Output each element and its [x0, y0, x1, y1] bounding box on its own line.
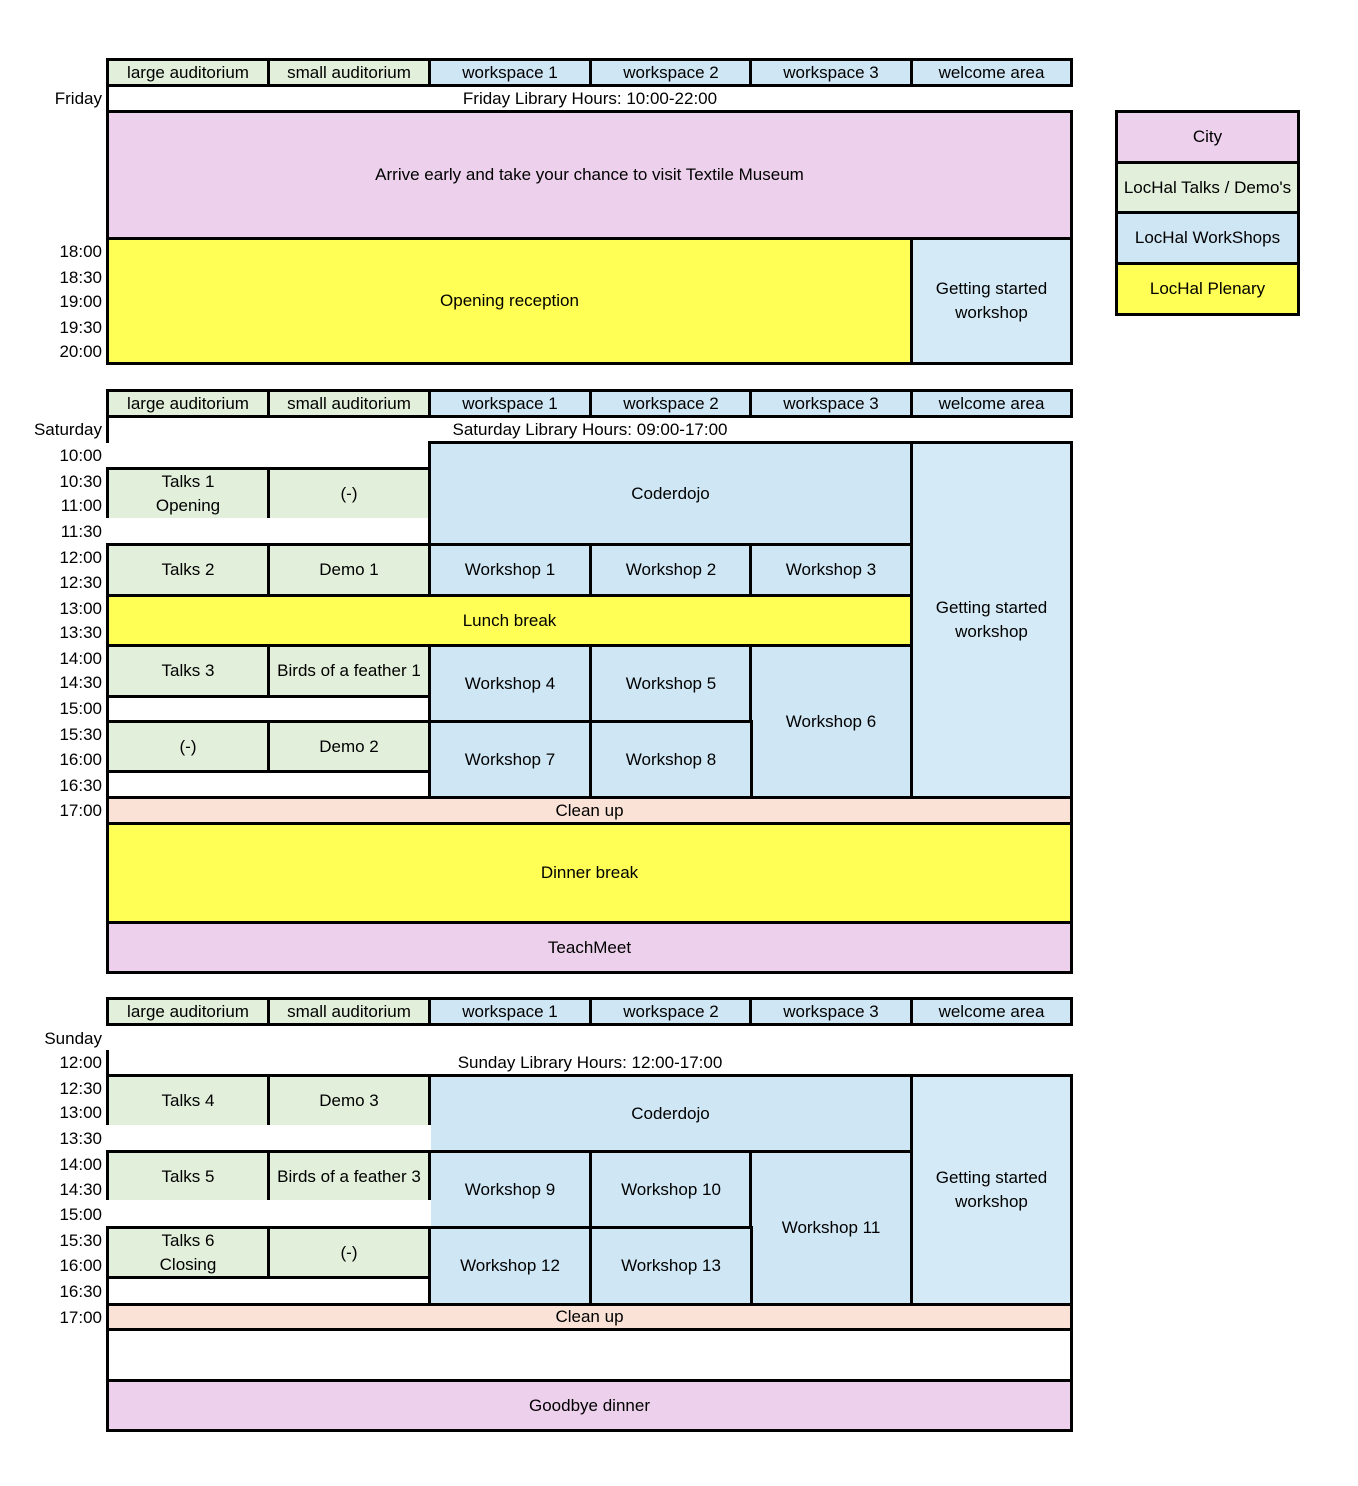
workshop-5: Workshop 5: [589, 644, 753, 723]
time-label: 13:30: [59, 1129, 102, 1148]
column-header-welcome-area: welcome area: [910, 389, 1073, 418]
workshop-12: Workshop 12: [428, 1226, 592, 1306]
talks-6-closing: Talks 6 Closing: [106, 1226, 270, 1279]
empty-slot: (-): [267, 1226, 431, 1279]
talks-5: Talks 5: [106, 1150, 270, 1203]
time-label: 15:30: [59, 1231, 102, 1250]
workshop-2: Workshop 2: [589, 543, 753, 597]
column-header-workspace-3: workspace 3: [749, 997, 913, 1026]
talks-1-opening: Talks 1 Opening: [106, 467, 270, 521]
legend-city: City: [1115, 110, 1300, 164]
time-label: 14:30: [59, 673, 102, 692]
coderdojo: Coderdojo: [428, 1074, 913, 1153]
row-divider: [106, 695, 109, 723]
workshop-13: Workshop 13: [589, 1226, 753, 1306]
library-hours-sunday: Sunday Library Hours: 12:00-17:00: [457, 1053, 723, 1072]
legend-workshops: LocHal WorkShops: [1115, 211, 1300, 265]
time-label: 14:30: [59, 1180, 102, 1199]
dinner-break: Dinner break: [106, 822, 1073, 924]
column-header-workspace-3: workspace 3: [749, 389, 913, 418]
opening-reception: Opening reception: [106, 237, 913, 365]
column-header-small-auditorium: small auditorium: [267, 997, 431, 1026]
demo-2: Demo 2: [267, 720, 431, 773]
getting-started-workshop: Getting started workshop: [910, 441, 1073, 799]
column-header-large-auditorium: large auditorium: [106, 997, 270, 1026]
time-label: 19:30: [59, 318, 102, 337]
time-label: 13:00: [59, 1103, 102, 1122]
library-hours-friday: Friday Library Hours: 10:00-22:00: [462, 89, 718, 108]
time-label: 14:00: [59, 649, 102, 668]
time-label: 13:30: [59, 623, 102, 642]
row-divider: [1070, 1328, 1073, 1382]
row-divider: [106, 1328, 109, 1382]
time-label: 18:00: [59, 242, 102, 261]
workshop-8: Workshop 8: [589, 720, 753, 799]
column-header-workspace-2: workspace 2: [589, 58, 753, 87]
time-label: 16:30: [59, 1282, 102, 1301]
workshop-3: Workshop 3: [749, 543, 913, 597]
birds-of-a-feather-1: Birds of a feather 1: [267, 644, 431, 698]
column-header-large-auditorium: large auditorium: [106, 58, 270, 87]
demo-3: Demo 3: [267, 1074, 431, 1128]
time-label: 19:00: [59, 292, 102, 311]
time-label: 16:00: [59, 1256, 102, 1275]
workshop-7: Workshop 7: [428, 720, 592, 799]
workshop-9: Workshop 9: [428, 1150, 592, 1229]
column-header-workspace-1: workspace 1: [428, 389, 592, 418]
row-divider: [106, 1276, 109, 1304]
workshop-1: Workshop 1: [428, 543, 592, 597]
column-header-workspace-2: workspace 2: [589, 997, 753, 1026]
coderdojo: Coderdojo: [428, 441, 913, 546]
lunch-break: Lunch break: [106, 594, 913, 647]
column-header-small-auditorium: small auditorium: [267, 58, 431, 87]
talks-3: Talks 3: [106, 644, 270, 698]
time-label: 14:00: [59, 1155, 102, 1174]
legend-talks: LocHal Talks / Demo's: [1115, 161, 1300, 214]
time-label: 20:00: [59, 342, 102, 361]
workshop-6: Workshop 6: [749, 644, 913, 799]
column-header-workspace-2: workspace 2: [589, 389, 753, 418]
time-label: 17:00: [59, 801, 102, 820]
day-label-saturday: Saturday: [33, 420, 102, 439]
time-label: 11:30: [60, 522, 102, 541]
time-label: 12:00: [59, 548, 102, 567]
workshop-11: Workshop 11: [749, 1150, 913, 1306]
time-label: 15:00: [59, 1205, 102, 1224]
day-label-sunday: Sunday: [44, 1029, 102, 1048]
column-header-workspace-1: workspace 1: [428, 58, 592, 87]
time-label: 12:30: [59, 573, 102, 592]
column-header-large-auditorium: large auditorium: [106, 389, 270, 418]
empty-slot: (-): [106, 720, 270, 773]
column-header-welcome-area: welcome area: [910, 997, 1073, 1026]
break-gap: [106, 1200, 431, 1229]
time-label: 16:30: [59, 776, 102, 795]
time-label: 18:30: [59, 268, 102, 287]
clean-up: Clean up: [106, 796, 1073, 825]
workshop-4: Workshop 4: [428, 644, 592, 723]
column-header-welcome-area: welcome area: [910, 58, 1073, 87]
time-label: 12:00: [59, 1053, 102, 1072]
textile-museum-visit: Arrive early and take your chance to visit Textile Museum: [106, 110, 1073, 240]
time-label: 12:30: [59, 1079, 102, 1098]
time-label: 11:00: [60, 496, 102, 515]
column-header-workspace-1: workspace 1: [428, 997, 592, 1026]
legend-plenary: LocHal Plenary: [1115, 262, 1300, 316]
talks-2: Talks 2: [106, 543, 270, 597]
demo-1: Demo 1: [267, 543, 431, 597]
day-label-friday: Friday: [54, 89, 102, 108]
time-label: 15:30: [59, 725, 102, 744]
break-gap: [106, 518, 431, 546]
time-label: 17:00: [59, 1308, 102, 1327]
break-gap: [106, 1125, 431, 1153]
goodbye-dinner: Goodbye dinner: [106, 1379, 1073, 1432]
time-label: 15:00: [59, 699, 102, 718]
workshop-10: Workshop 10: [589, 1150, 753, 1229]
empty-slot: (-): [267, 467, 431, 521]
time-label: 10:00: [59, 446, 102, 465]
getting-started-workshop: Getting started workshop: [910, 1074, 1073, 1306]
column-header-small-auditorium: small auditorium: [267, 389, 431, 418]
time-label: 13:00: [59, 599, 102, 618]
column-header-workspace-3: workspace 3: [749, 58, 913, 87]
talks-4: Talks 4: [106, 1074, 270, 1128]
clean-up: Clean up: [106, 1303, 1073, 1331]
row-divider: [106, 770, 109, 798]
birds-of-a-feather-3: Birds of a feather 3: [267, 1150, 431, 1203]
teachmeet: TeachMeet: [106, 921, 1073, 974]
time-label: 16:00: [59, 750, 102, 769]
time-label: 10:30: [59, 472, 102, 491]
library-hours-saturday: Saturday Library Hours: 09:00-17:00: [452, 420, 728, 439]
getting-started-workshop: Getting started workshop: [910, 237, 1073, 365]
